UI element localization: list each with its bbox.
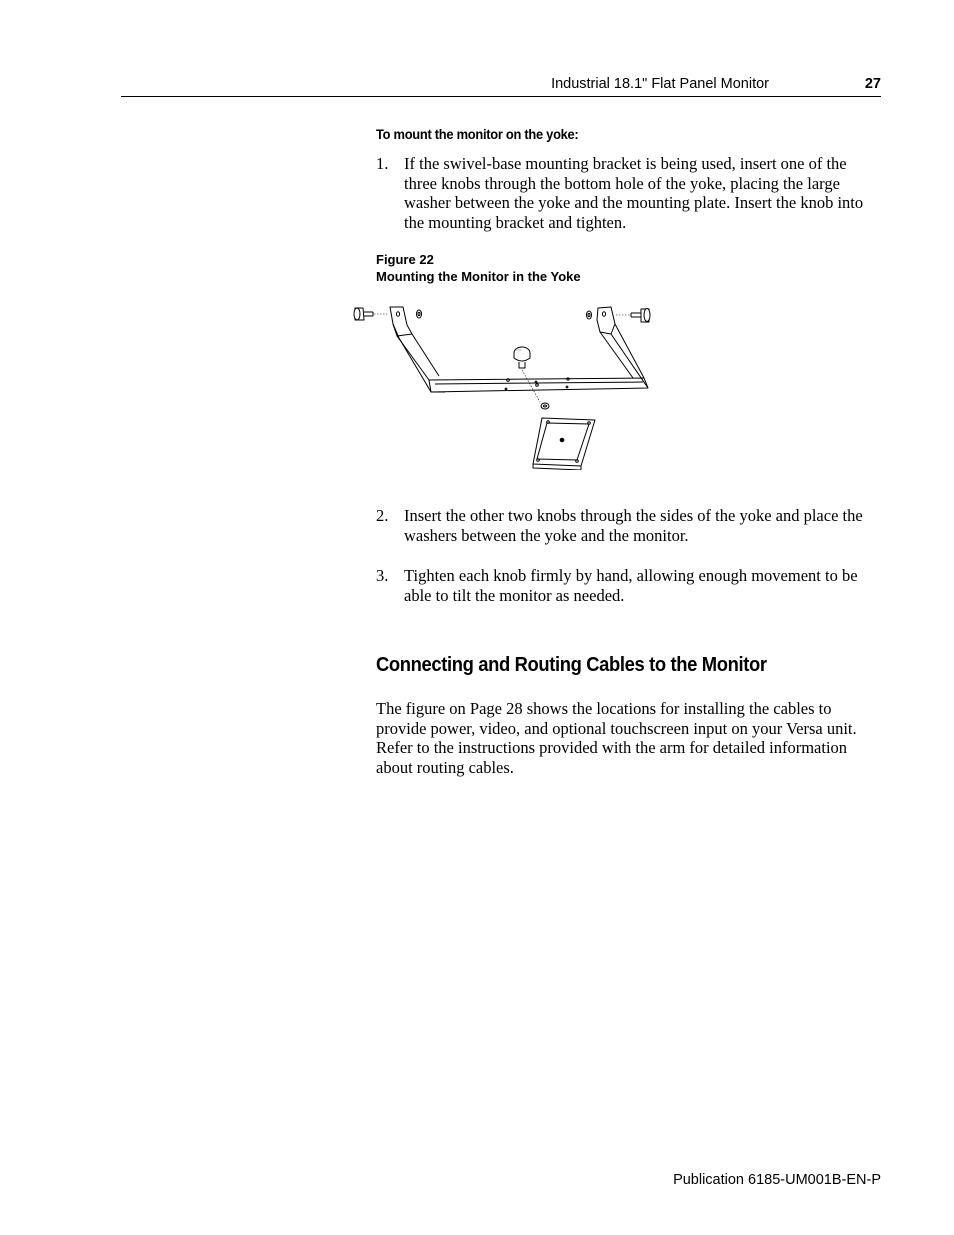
yoke-mounting-illustration — [349, 298, 659, 470]
section-body: The figure on Page 28 shows the locations for installing the cables to provide power, video, and optional touchscreen input on your Versa unit. Refer to the instructions provided with the arm for detailed information about routing cables. — [376, 699, 857, 777]
step-number: 3. — [376, 566, 389, 585]
step-1 — [376, 154, 881, 232]
step-text: If the swivel-base mounting bracket is being used, insert one of the three knobs through the bottom hole of the yoke, placing the large washer between the yoke and the mounting plate. Insert the knob into the mounting bracket and tighten. — [404, 154, 864, 232]
step-text: Insert the other two knobs through the sides of the yoke and place the washers between the yoke and the monitor. — [404, 506, 863, 545]
procedure-subheading: To mount the monitor on the yoke: — [376, 126, 579, 142]
step-2 — [376, 506, 881, 545]
header-title: Industrial 18.1" Flat Panel Monitor — [551, 76, 769, 92]
running-header — [121, 74, 881, 97]
page-number: 27 — [864, 76, 881, 92]
publication-footer: Publication 6185-UM001B-EN-P — [673, 1172, 881, 1188]
figure-caption — [376, 251, 581, 285]
center-washer — [541, 403, 549, 409]
step-text: Tighten each knob firmly by hand, allowing enough movement to be able to tilt the monitor as needed. — [404, 566, 858, 605]
center-knob — [514, 347, 530, 368]
left-washer — [417, 310, 422, 318]
figure-label: Figure 22 — [376, 252, 434, 267]
mounting-plate — [533, 418, 595, 470]
step-3 — [376, 566, 881, 605]
section-heading: Connecting and Routing Cables to the Monitor — [376, 654, 767, 676]
step-number: 2. — [376, 506, 389, 525]
step-number: 1. — [376, 154, 389, 173]
figure-title: Mounting the Monitor in the Yoke — [376, 269, 581, 284]
left-knob — [354, 308, 389, 320]
right-knob — [616, 309, 650, 323]
right-washer — [587, 311, 592, 319]
